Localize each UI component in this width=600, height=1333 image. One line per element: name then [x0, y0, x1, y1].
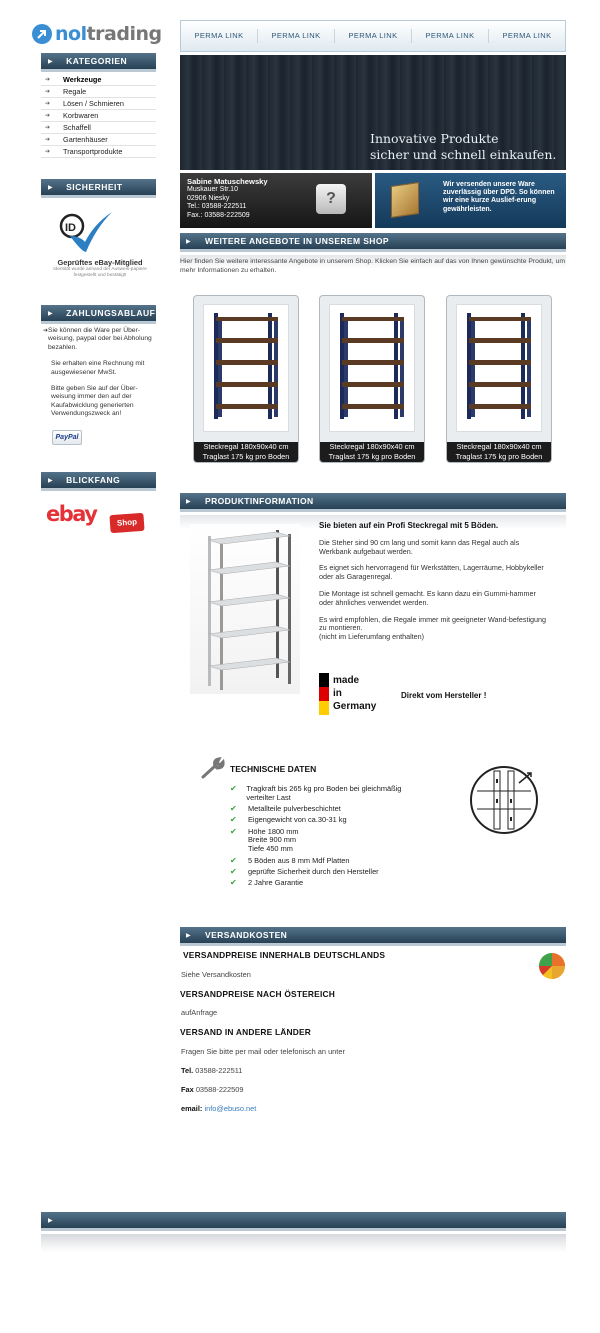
- contact-fax: Fax.: 03588-222509: [187, 211, 250, 219]
- arrow-right-icon: ▶: [186, 238, 192, 245]
- logo-text: noltrading: [55, 23, 162, 45]
- badge-sublabel: Identität wurde anhand der Ausweis-papiere festgestellt und bestätigt!: [53, 267, 147, 278]
- category-item-transport[interactable]: ➔ Transportprodukte: [41, 146, 156, 158]
- shelf-icon: [457, 305, 541, 431]
- tech-item: ✔ 5 Böden aus 8 mm Mdf Platten: [230, 855, 350, 865]
- fax-value: 03588-222509: [195, 1085, 244, 1094]
- shipping-header: [180, 927, 566, 946]
- bullet-arrow-icon: ➔: [45, 113, 51, 119]
- tel-value: 03588-222511: [195, 1066, 243, 1075]
- payment-text: [43, 327, 155, 419]
- shop-tag: Shop: [109, 513, 144, 533]
- product-heading: Sie bieten auf ein Profi Steckregal mit 5 Böden.: [319, 521, 499, 530]
- check-icon: ✔: [230, 815, 237, 825]
- product-caption: Steckregal 180x90x40 cm Traglast 175 kg pro Boden: [194, 442, 298, 462]
- check-icon: ✔: [230, 877, 237, 887]
- product-image: [203, 304, 289, 432]
- hero-line-1: Innovative Produkte: [370, 131, 499, 146]
- germany-text: Germany: [333, 701, 377, 712]
- bullet-arrow-icon: ➔: [45, 149, 51, 155]
- arrow-right-icon: ▶: [48, 1217, 54, 1224]
- arrow-right-icon: ▶: [48, 184, 54, 191]
- contact-city: 02906 Niesky: [187, 194, 230, 202]
- bullet-arrow-icon: ➔: [45, 137, 51, 143]
- product-main-image: [190, 524, 300, 694]
- footer-bar: [41, 1212, 566, 1231]
- tech-item: ✔ Höhe 1800 mm Breite 900 mm Tiefe 450 mm: [230, 826, 299, 854]
- check-icon: ✔: [230, 866, 237, 876]
- category-list: [41, 74, 156, 158]
- perma-link-2[interactable]: PERMA LINK: [258, 29, 335, 43]
- product-paragraph-1: Die Steher sind 90 cm lang und somit kann das Regal auch als Werkbank aufgebaut werden.: [319, 537, 520, 556]
- blickfang-title: BLICKFANG: [66, 475, 121, 485]
- shipping-text-germany: Siehe Versandkosten: [181, 970, 251, 979]
- check-icon: ✔: [230, 804, 237, 814]
- pie-chart-icon: [538, 952, 566, 980]
- contact-box: [180, 173, 372, 228]
- email-link[interactable]: info@ebuso.net: [204, 1104, 257, 1113]
- more-offers-header: [180, 233, 566, 252]
- product-image: [329, 304, 415, 432]
- shelf-icon: [204, 305, 288, 431]
- product-info-title: PRODUKTINFORMATION: [205, 496, 314, 506]
- bullet-arrow-icon: ➔: [43, 328, 49, 334]
- check-icon: ✔: [230, 784, 237, 793]
- tech-item: ✔ 2 Jahre Garantie: [230, 877, 304, 887]
- contact-street: Muskauer Str.10: [187, 186, 238, 194]
- dpd-shipping-box: [375, 173, 566, 228]
- arrow-right-icon: ▶: [186, 932, 192, 939]
- product-info-header: [180, 493, 566, 512]
- more-offers-intro: Hier finden Sie weitere interessante Angebote in unserem Shop. Klicken Sie einfach auf das von Ihnen gewünschte Produkt, um mehr Informationen zu erhalten.: [180, 258, 566, 274]
- arrow-right-icon: ▶: [186, 498, 192, 505]
- arrow-right-icon: ▶: [48, 58, 54, 65]
- speech-bubble-icon: ?: [316, 184, 346, 214]
- logo[interactable]: [32, 22, 162, 46]
- ebay-shop-logo[interactable]: [46, 500, 146, 536]
- assembly-diagram: [469, 765, 539, 835]
- product-paragraph-3: Die Montage ist schnell gemacht. Es kann dazu ein Gummi-hammer oder ähnliches verwendet werden.: [319, 588, 536, 607]
- shipping-title: VERSANDKOSTEN: [205, 930, 288, 940]
- product-image: [456, 304, 542, 432]
- payment-text-3: Bitte geben Sie auf der Über-weisung immer den auf der Kaufabwicklung generierten Verwendungszweck an!: [51, 385, 138, 418]
- shelf-icon: [330, 305, 414, 431]
- shipping-heading-other: VERSAND IN ANDERE LÄNDER: [180, 1027, 312, 1037]
- blickfang-header: [41, 472, 156, 491]
- bullet-arrow-icon: ➔: [45, 125, 51, 131]
- id-check-icon: [52, 208, 148, 256]
- perma-link-5[interactable]: PERMA LINK: [502, 31, 552, 40]
- arrow-right-icon: ▶: [48, 310, 54, 317]
- made-in-germany-logo: [319, 673, 389, 715]
- category-item-regale[interactable]: ➔ Regale: [41, 86, 156, 98]
- bullet-arrow-icon: ➔: [45, 101, 51, 107]
- svg-text:ID: ID: [65, 222, 76, 234]
- product-paragraph-2: Es eignet sich hervorragend für Werkstätten, Lagerräume, Hobbykeller oder als Garagenregal.: [319, 563, 544, 582]
- tech-title: TECHNISCHE DATEN: [230, 764, 317, 774]
- tech-item: ✔ geprüfte Sicherheit durch den Hersteller: [230, 866, 379, 876]
- payment-text-1: Sie können die Ware per Über-weisung, paypal oder bei Abholung bezahlen.: [48, 327, 152, 351]
- category-item-gartenhaeuser[interactable]: ➔ Gartenhäuser: [41, 134, 156, 146]
- categories-header: [41, 53, 156, 72]
- arrow-right-icon: ▶: [48, 477, 54, 484]
- shipping-heading-austria: VERSANDPREISE NACH ÖSTEREICH: [180, 989, 335, 999]
- categories-title: KATEGORIEN: [66, 56, 128, 66]
- tech-list: [230, 785, 430, 890]
- payment-title: ZAHLUNGSABLAUF: [66, 308, 156, 318]
- dpd-text: Wir versenden unsere Ware zuverlässig über DPD. So können wir eine kurze Auslief-erung gewährleisten.: [443, 181, 555, 213]
- paypal-logo[interactable]: PayPal: [52, 430, 82, 445]
- bullet-arrow-icon: ➔: [45, 89, 51, 95]
- check-icon: ✔: [230, 826, 237, 836]
- product-caption: Steckregal 180x90x40 cm Traglast 175 kg pro Boden: [320, 442, 424, 462]
- hero-line-2: sicher und schnell einkaufen.: [370, 147, 557, 162]
- category-item-werkzeuge[interactable]: ➔ Werkzeuge: [41, 74, 156, 86]
- package-icon: [391, 182, 419, 218]
- more-offers-title: WEITERE ANGEBOTE IN UNSEREM SHOP: [205, 236, 389, 246]
- product-caption: Steckregal 180x90x40 cm Traglast 175 kg pro Boden: [447, 442, 551, 462]
- security-title: SICHERHEIT: [66, 182, 123, 192]
- tech-item: ✔ Eigengewicht von ca.30-31 kg: [230, 815, 347, 825]
- hero-banner: [180, 55, 566, 170]
- payment-text-2: Sie erhalten eine Rechnung mit ausgewiesener MwSt.: [51, 360, 145, 376]
- bullet-arrow-icon: ➔: [45, 77, 51, 83]
- perma-link-3[interactable]: PERMA LINK: [335, 29, 412, 43]
- product-card-1[interactable]: [193, 295, 299, 463]
- shipping-text-austria: aufAnfrage: [181, 1008, 218, 1017]
- white-shelf-icon: [190, 524, 300, 694]
- security-header: [41, 179, 156, 198]
- badge-label: Geprüftes eBay-Mitglied: [57, 258, 143, 267]
- perma-link-4[interactable]: PERMA LINK: [412, 29, 489, 43]
- contact-name: Sabine Matuschewsky: [187, 177, 268, 186]
- shipping-heading-germany: VERSANDPREISE INNERHALB DEUTSCHLANDS: [183, 950, 386, 960]
- shipping-text-other: Fragen Sie bitte per mail oder telefonisch an unter: [181, 1047, 345, 1056]
- product-card-2[interactable]: [319, 295, 425, 463]
- category-item-schaffell[interactable]: ➔ Schaffell: [41, 122, 156, 134]
- tech-item: ✔ Tragkraft bis 265 kg pro Boden bei gleichmäßig verteilter Last: [230, 784, 402, 802]
- email-label: email:: [181, 1104, 203, 1113]
- check-icon: ✔: [230, 855, 237, 865]
- fax-label: Fax: [181, 1085, 194, 1094]
- tech-item: ✔ Metallteile pulverbeschichtet: [230, 804, 341, 814]
- ebay-id-badge: [52, 208, 148, 278]
- ebay-wordmark: ebay: [46, 502, 97, 526]
- product-card-3[interactable]: [446, 295, 552, 463]
- product-paragraph-5: (nicht im Lieferumfang enthalten): [319, 632, 425, 642]
- product-description: [319, 522, 549, 650]
- category-item-loesen[interactable]: ➔ Lösen / Schmieren: [41, 98, 156, 110]
- footer-fade: [41, 1234, 566, 1252]
- top-navigation: [180, 20, 566, 52]
- product-paragraph-4: Es wird empfohlen, die Regale immer mit geeigneter Wand-befestigung zu montieren.: [319, 614, 547, 633]
- in-text: in: [333, 688, 342, 699]
- perma-link-1[interactable]: PERMA LINK: [181, 29, 258, 43]
- payment-header: [41, 305, 156, 324]
- tel-label: Tel.: [181, 1066, 194, 1075]
- wrench-icon: [200, 757, 226, 781]
- german-flag-icon: [319, 673, 329, 715]
- category-item-korbwaren[interactable]: ➔ Korbwaren: [41, 110, 156, 122]
- contact-tel: Tel.: 03588-222511: [187, 203, 247, 211]
- made-text: made: [333, 675, 360, 686]
- logo-arrow-icon: [32, 24, 52, 44]
- direct-from-manufacturer: Direkt vom Hersteller !: [401, 691, 487, 700]
